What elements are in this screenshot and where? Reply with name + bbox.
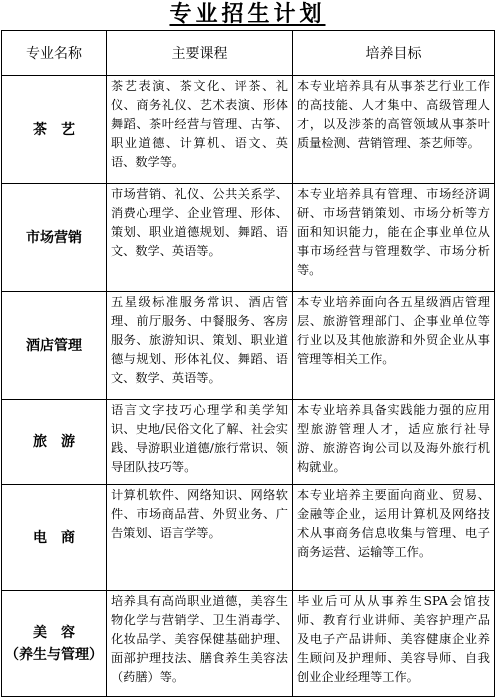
table-row bbox=[2, 485, 495, 591]
table-row bbox=[2, 76, 495, 184]
table-row bbox=[2, 184, 495, 292]
header-training-goal: 培养目标 bbox=[293, 31, 495, 76]
courses-cell: 培养具有高尚职业道德，美容生物化学与营销学、卫生消毒学、化妆品学、美容保健基础护理、面部护理技法、膳食养生美容法（药膳）等。 bbox=[107, 591, 293, 697]
courses-cell: 语言文字技巧心理学和美学知识、史地/民俗文化了解、社会实践、导游职业道德/旅行常识、领导团队技巧等。 bbox=[107, 400, 293, 485]
major-name-cell: 旅 游 bbox=[2, 400, 107, 485]
goal-cell: 本专业培养具有从事茶艺行业工作的高技能、人才集中、高级管理人才，以及涉茶的高管领域从事茶叶质量检测、营销管理、茶艺师等。 bbox=[293, 76, 495, 184]
enrollment-plan-table bbox=[1, 30, 495, 697]
courses-cell: 计算机软件、网络知识、网络软件、市场商品营、外贸业务、广告策划、语言学等。 bbox=[107, 485, 293, 591]
major-name-cell: 市场营销 bbox=[2, 184, 107, 292]
goal-cell: 本专业培养具备实践能力强的应用型旅游管理人才，适应旅行社导游、旅游咨询公司以及海外旅行机构就业。 bbox=[293, 400, 495, 485]
table-row bbox=[2, 292, 495, 400]
major-name-cell: 美 容 （养生与管理） bbox=[2, 591, 107, 697]
major-name-cell: 电 商 bbox=[2, 485, 107, 591]
goal-cell: 本专业培养具有管理、市场经济调研、市场营销策划、市场分析等方面和知识能力，能在企事业单位从事市场经营与管理数学、市场分析等。 bbox=[293, 184, 495, 292]
table-header-row bbox=[2, 31, 495, 76]
courses-cell: 茶艺表演、茶文化、评茶、礼仪、商务礼仪、艺术表演、形体舞蹈、茶叶经营与管理、古筝、职业道德、计算机、语文、英语、数学等。 bbox=[107, 76, 293, 184]
courses-cell: 五星级标准服务常识、酒店管理、前厅服务、中餐服务、客房服务、旅游知识、策划、职业道德与规划、形体礼仪、舞蹈、语文、数学、英语等。 bbox=[107, 292, 293, 400]
header-major-name: 专业名称 bbox=[2, 31, 107, 76]
goal-cell: 毕业后可从从事养生SPA会馆技师、教育行业讲师、美容护理产品及电子产品讲师、美容健康企业养生顾问及护理师、美容导师、自我创业企业经理等工作。 bbox=[293, 591, 495, 697]
page-title bbox=[0, 0, 495, 30]
courses-cell: 市场营销、礼仪、公共关系学、消费心理学、企业管理、形体、策划、职业道德规划、舞蹈、语文、数学、英语等。 bbox=[107, 184, 293, 292]
major-name-cell: 酒店管理 bbox=[2, 292, 107, 400]
header-main-courses: 主要课程 bbox=[107, 31, 293, 76]
page-title-text: 专业招生计划 bbox=[169, 2, 326, 27]
table-row bbox=[2, 591, 495, 697]
goal-cell: 本专业培养面向各五星级酒店管理层、旅游管理部门、企事业单位等行业以及其他旅游和外贸企业从事管理等相关工作。 bbox=[293, 292, 495, 400]
major-name-cell: 茶 艺 bbox=[2, 76, 107, 184]
table-row bbox=[2, 400, 495, 485]
goal-cell: 本专业培养主要面向商业、贸易、金融等企业，运用计算机及网络技术从事商务信息收集与管理、电子商务运营、运输等工作。 bbox=[293, 485, 495, 591]
